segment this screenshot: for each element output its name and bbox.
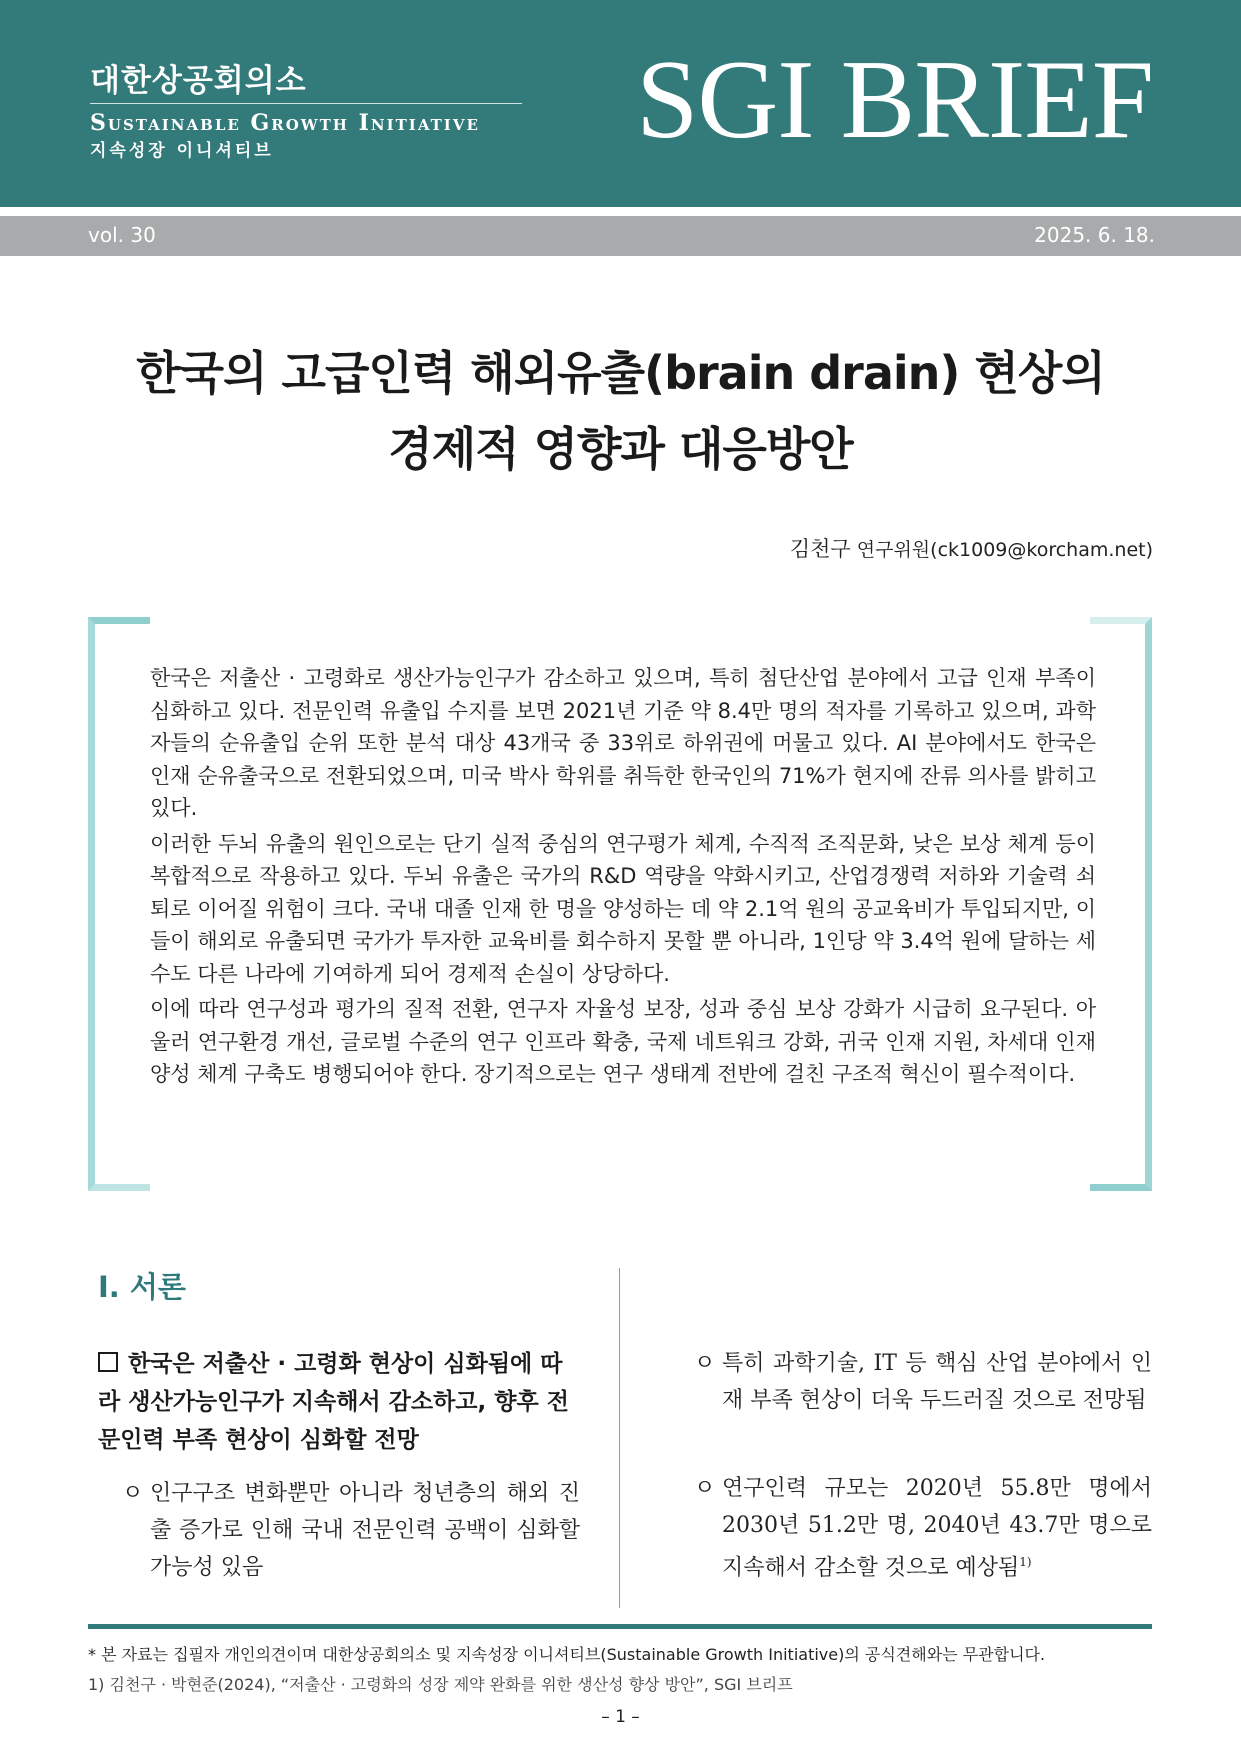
bullet-text-3 xyxy=(694,1470,1152,1586)
bullet-text-1: 인구구조 변화뿐만 아니라 청년층의 해외 진출 증가로 인해 국내 전문인력 공백이 심화할 가능성 있음 xyxy=(150,1481,580,1580)
lead-point xyxy=(98,1345,580,1459)
summary-text xyxy=(150,662,1096,1094)
org-name-english: Sustainable Growth Initiative xyxy=(90,110,480,136)
bullet-circle-icon: ㅇ xyxy=(694,1351,716,1376)
bullet-text-2: 특히 과학기술, IT 등 핵심 산업 분야에서 인재 부족 현상이 더욱 두드러질 것으로 전망됨 xyxy=(722,1351,1152,1413)
left-bracket xyxy=(88,617,150,1191)
summary-paragraph-1: 한국은 저출산 · 고령화로 생산가능인구가 감소하고 있으며, 특히 첨단산업 분야에서 고급 인재 부족이 심화하고 있다. 전문인력 유출입 수지를 보면 2021년 기준 약 8.4만 명의 적자를 기록하고 있으며, 과학자들의 순유출입 순위 또한 분석 대상 43개국 중 33위로 하위권에 머물고 있다. AI 분야에서도 한국은 인재 순유출국으로 전환되었으며, 미국 박사 학위를 취득한 한국인의 71%가 현지에 잔류 의사를 밝히고 있다. xyxy=(150,666,1096,820)
author-role-email: 연구위원(ck1009@korcham.net) xyxy=(856,539,1153,561)
org-name-korean: 대한상공회의소 xyxy=(90,63,307,99)
brief-header xyxy=(0,0,1241,207)
bullet-circle-icon: ㅇ xyxy=(122,1481,144,1506)
summary-paragraph-3: 이에 따라 연구성과 평가의 질적 전환, 연구자 자율성 보장, 성과 중심 보상 강화가 시급히 요구된다. 아울러 연구환경 개선, 글로벌 수준의 연구 인프라 확충, 국제 네트워크 강화, 귀국 인재 지원, 차세대 인재양성 체계 구축도 병행되어야 한다. 장기적으로는 연구 생태계 전반에 걸친 구조적 혁신이 필수적이다. xyxy=(150,997,1096,1086)
issue-date: 2025. 6. 18. xyxy=(1034,223,1155,247)
volume-label: vol. 30 xyxy=(88,223,156,247)
disclaimer: * 본 자료는 집필자 개인의견이며 대한상공회의소 및 지속성장 이니셔티브(Sustainable Growth Initiative)의 공식견해와는 무관합니다. xyxy=(88,1645,1046,1664)
author-name: 김천구 xyxy=(789,537,851,561)
bullet-text-3-body: 연구인력 규모는 2020년 55.8만 명에서 2030년 51.2만 명, 2040년 43.7만 명으로 지속해서 감소할 것으로 예상됨 xyxy=(722,1476,1152,1581)
column-divider xyxy=(619,1268,620,1608)
document-title xyxy=(0,335,1241,487)
org-subtitle: 지속성장 이니셔티브 xyxy=(90,141,274,161)
header-divider xyxy=(90,103,522,104)
footnote: 1) 김천구 · 박현준(2024), “저출산 · 고령화의 성장 제약 완화를 위한 생산성 향상 방안”, SGI 브리프 xyxy=(88,1675,793,1694)
section-heading: Ⅰ. 서론 xyxy=(98,1270,186,1304)
bullet-circle-icon: ㅇ xyxy=(694,1476,716,1501)
lead-point-text: 한국은 저출산 · 고령화 현상이 심화됨에 따라 생산가능인구가 지속해서 감소하고, 향후 전문인력 부족 현상이 심화할 전망 xyxy=(98,1351,569,1453)
issue-bar xyxy=(0,216,1241,256)
brand-title: SGI BRIEF xyxy=(636,38,1153,162)
page-number: – 1 – xyxy=(601,1707,640,1727)
bullet-item-2 xyxy=(694,1345,1152,1419)
bullet-item-1 xyxy=(122,1475,580,1586)
bullet-item-3 xyxy=(694,1470,1152,1586)
footnote-ref[interactable]: 1) xyxy=(1019,1555,1032,1569)
summary-paragraph-2: 이러한 두뇌 유출의 원인으로는 단기 실적 중심의 연구평가 체계, 수직적 조직문화, 낮은 보상 체계 등이 복합적으로 작용하고 있다. 두뇌 유출은 국가의 R&D 역량을 약화시키고, 산업경쟁력 저하와 기술력 쇠퇴로 이어질 위험이 크다. 국내 대졸 인재 한 명을 양성하는 데 약 2.1억 원의 공교육비가 투입되지만, 이들이 해외로 유출되면 국가가 투자한 교육비를 회수하지 못할 뿐 아니라, 1인당 약 3.4억 원에 달하는 세수도 다른 나라에 기여하게 되어 경제적 손실이 상당하다. xyxy=(150,831,1096,986)
checkbox-square-icon xyxy=(98,1352,118,1372)
title-line-1: 한국의 고급인력 해외유출(brain drain) 현상의 xyxy=(136,346,1105,400)
footer-rule xyxy=(88,1624,1152,1629)
summary-box xyxy=(88,617,1152,1177)
author-line xyxy=(790,533,1153,563)
right-bracket xyxy=(1090,617,1152,1191)
title-line-2: 경제적 영향과 대응방안 xyxy=(388,422,853,476)
